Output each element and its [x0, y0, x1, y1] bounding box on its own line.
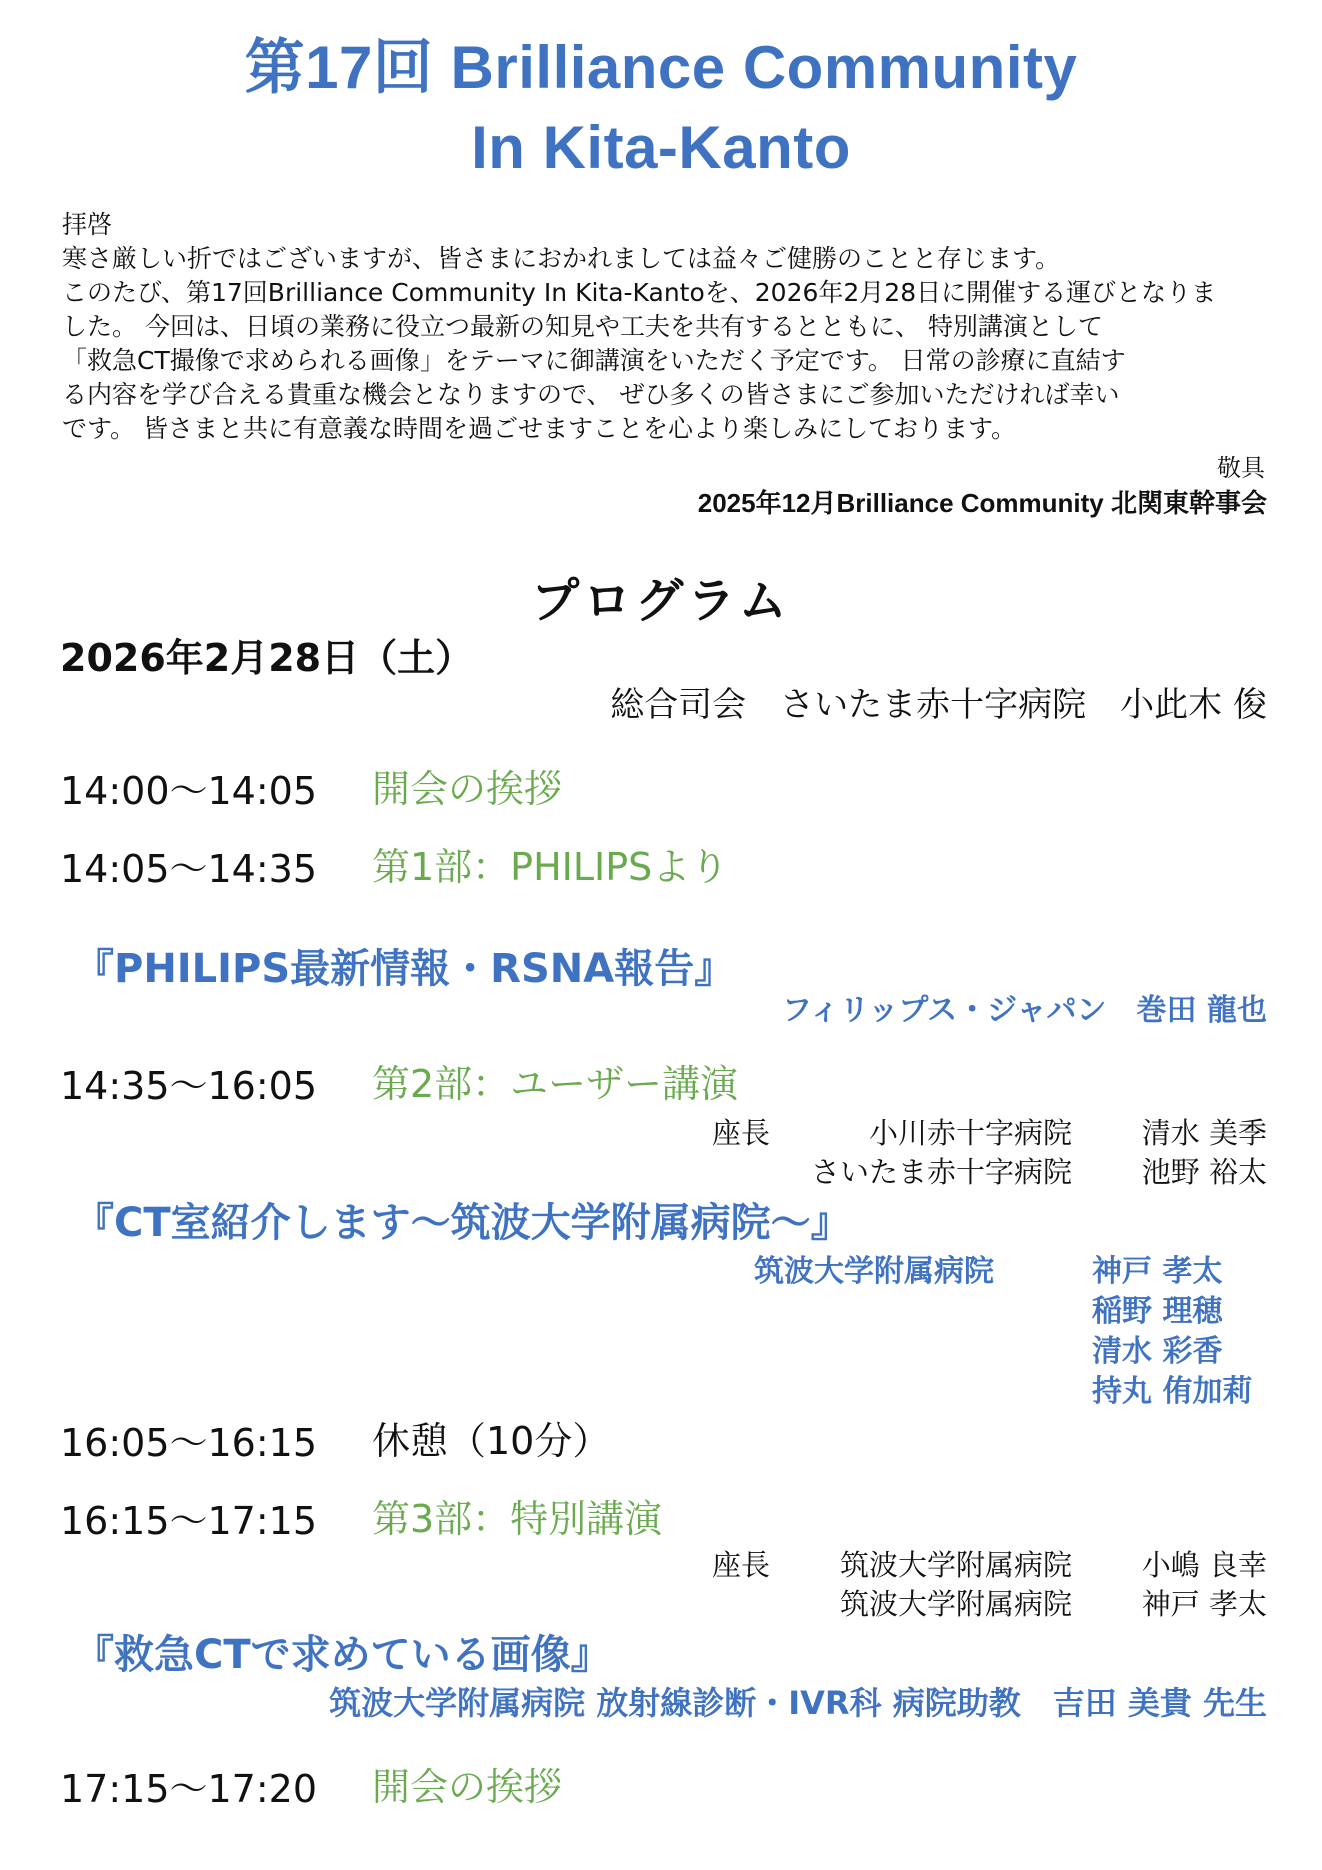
- closing: 敬具: [1217, 454, 1265, 482]
- part2-speaker: 稲野 理穂: [1092, 1294, 1223, 1329]
- part3-speaker: 筑波大学附属病院 放射線診断・IVR科 病院助教 吉田 美貴 先生: [329, 1684, 1267, 1722]
- part2-lecture-title: 『CT室紹介します〜筑波大学附属病院〜』: [74, 1200, 851, 1246]
- part2-speaker-org: 筑波大学附属病院: [754, 1254, 994, 1289]
- signature: 2025年12月Brilliance Community 北関東幹事会: [697, 488, 1267, 518]
- chair-name: 神戸 孝太: [1141, 1587, 1267, 1621]
- letter-line: です。 皆さまと共に有意義な時間を過ごせますことを心より楽しみにしております。: [62, 414, 1016, 443]
- schedule-label: 開会の挨拶: [372, 767, 563, 811]
- letter-line: 「救急CT撮像で求められる画像」をテーマに御講演をいただく予定です。 日常の診療に直結す: [62, 346, 1126, 375]
- schedule-label: 第2部：ユーザー講演: [372, 1062, 739, 1106]
- chair-org: 筑波大学附属病院: [839, 1548, 1072, 1582]
- schedule-label: 開会の挨拶: [372, 1765, 563, 1809]
- program-date: 2026年2月28日（土）: [60, 636, 474, 680]
- chair-label: 座長: [712, 1116, 771, 1150]
- schedule-time: 17:15〜17:20: [60, 1767, 318, 1811]
- schedule-time: 16:05〜16:15: [60, 1421, 318, 1465]
- part1-lecture-title: 『PHILIPS最新情報・RSNA報告』: [74, 946, 735, 992]
- invitation-letter: [62, 208, 1262, 446]
- master-of-ceremonies: 総合司会 さいたま赤十字病院 小此木 俊: [610, 685, 1267, 725]
- event-title-line1: 第17回 Brilliance Community: [244, 34, 1078, 101]
- chair-org: さいたま赤十字病院: [810, 1155, 1072, 1189]
- schedule-label: 第3部：特別講演: [372, 1497, 663, 1541]
- schedule-time: 16:15〜17:15: [60, 1499, 318, 1543]
- schedule-time: 14:00〜14:05: [60, 769, 318, 813]
- part3-lecture-title: 『救急CTで求めている画像』: [74, 1632, 611, 1678]
- schedule-label: 休憩（10分）: [372, 1419, 611, 1463]
- salutation: 拝啓: [62, 210, 113, 239]
- part2-speaker: 清水 彩香: [1092, 1334, 1223, 1369]
- part2-speaker: 神戸 孝太: [1092, 1254, 1223, 1289]
- chair-org: 小川赤十字病院: [868, 1116, 1072, 1150]
- event-title-line2: In Kita-Kanto: [471, 114, 851, 181]
- schedule-time: 14:35〜16:05: [60, 1064, 318, 1108]
- chair-name: 小嶋 良幸: [1141, 1548, 1267, 1582]
- part2-speaker: 持丸 侑加莉: [1092, 1374, 1253, 1409]
- letter-line: る内容を学び合える貴重な機会となりますので、 ぜひ多くの皆さまにご参加いただければ幸い: [62, 380, 1120, 409]
- program-heading: プログラム: [531, 573, 791, 629]
- schedule-time: 14:05〜14:35: [60, 847, 318, 891]
- letter-line: した。 今回は、日頃の業務に役立つ最新の知見や工夫を共有するとともに、 特別講演として: [62, 312, 1103, 341]
- letter-line: 寒さ厳しい折ではございますが、皆さまにおかれましては益々ご健勝のことと存じます。: [62, 244, 1061, 273]
- chair-name: 清水 美季: [1141, 1116, 1267, 1150]
- chair-org: 筑波大学附属病院: [839, 1587, 1072, 1621]
- chair-label: 座長: [712, 1548, 771, 1582]
- schedule-label: 第1部：PHILIPSより: [372, 845, 729, 889]
- chair-name: 池野 裕太: [1141, 1155, 1267, 1189]
- letter-line: このたび、第17回Brilliance Community In Kita-Kantoを、2026年2月28日に開催する運びとなりま: [62, 278, 1217, 307]
- part1-speaker: フィリップス・ジャパン 巻田 龍也: [781, 993, 1267, 1028]
